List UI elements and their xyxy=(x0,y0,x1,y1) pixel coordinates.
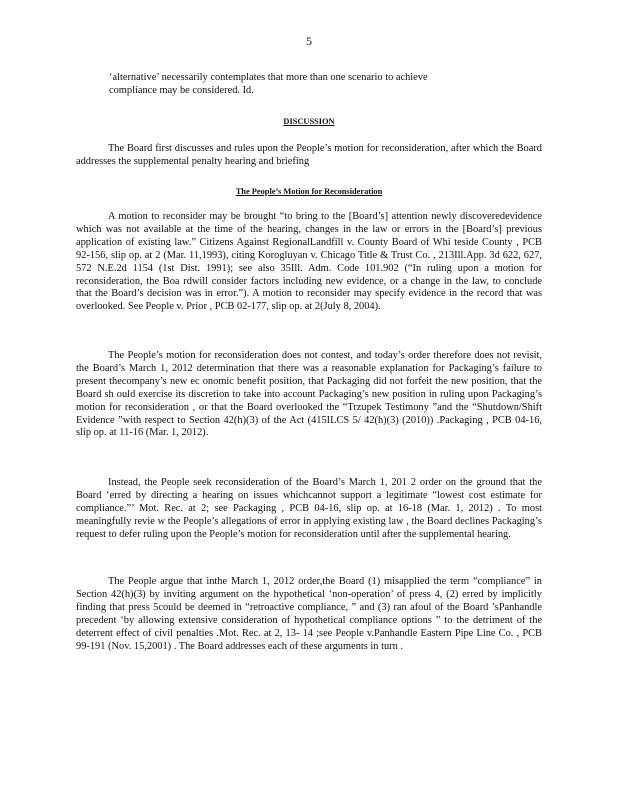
paragraph-text: Instead, the People seek reconsideration of the Board’s March 1, 201 2 order on the ground that the Board ‘erred by directing a hearing on issues whichcannot support a legitimate “lowest cost estimate for compliance.”’ Mot. Rec. at 2; see Packaging , PCB 04-16, slip op. at 16-18 (Mar. 1, 2012) . To most meaningfully revie w the People’s allegations of error in applying existing law , the Board declines Packaging’s request to defer ruling upon the People’s motion for reconsideration until after the supplemental hearing. xyxy=(76,477,542,540)
discussion-heading xyxy=(0,116,618,127)
paragraph-text: The People’s motion for reconsideration does not contest, and today’s order therefore does not revisit, the Board’s March 1, 2012 determination that there was a reasonable explanation for Packaging’s failure to present thecompany’s new ec onomic benefit position, that Packaging did not forfeit the new position, that the Board sh ould exercise its discretion to take into account Packaging’s new position in ruling upon Packaging’s motion for reconsideration , or that the Board overlooked the “Trzupek Testimony ”and the “Shutdown/Shift Evidence ”with respect to Section 42(h)(3) of the Act (415ILCS 5/ 42(h)(3) (2010)) .Packaging , PCB 04-16, slip op. at 11-16 (Mar. 1, 2012). xyxy=(76,350,542,439)
quote-continuation xyxy=(109,72,445,98)
motion-heading xyxy=(0,186,618,197)
paragraph-text: A motion to reconsider may be brought “to bring to the [Board’s] attention newly discoveredevidence which was not available at the time of the hearing, changes in the law or errors in the [Board’s] previous application of existing law.” Citizens Against RegionalLandfill v. County Board of Whi teside County , PCB 92-156, slip op. at 2 (Mar. 11,1993), citing Korogluyan v. Chicago Title & Trust Co. , 213Ill.App. 3d 622, 627, 572 N.E.2d 1154 (1st Dist. 1991); see also 35Ill. Adm. Code 101.902 (“In ruling upon a motion for reconsideration, the Boa rdwill consider factors including new evidence, or a change in the law, to conclude that the Board’s decision was in error.”). A motion to reconsider may specify evidence in the record that was overlooked. See People v. Prior , PCB 02-177, slip op. at 2(July 8, 2004). xyxy=(76,211,542,313)
paragraph-people-argue xyxy=(76,576,542,653)
quote-continuation-text: ‘alternative’ necessarily contemplates that more than one scenario to achieve compliance may be considered. Id. xyxy=(109,72,428,96)
paragraph-board-discusses xyxy=(76,143,542,169)
paragraph-text: The Board first discusses and rules upon the People’s motion for reconsideration, after which the Board addresses the supplemental penalty hearing and briefing xyxy=(76,143,542,167)
paragraph-motion-standard xyxy=(76,211,542,314)
page-number: 5 xyxy=(306,34,312,48)
paragraph-people-seek xyxy=(76,477,542,542)
motion-heading-text: The People’s Motion for Reconsideration xyxy=(235,187,383,196)
paragraph-text: The People argue that inthe March 1, 2012 order,the Board (1) misapplied the term “compliance” in Section 42(h)(3) by inviting argument on the hypothetical ‘non-operation’ of press 4, (2) erred by implicitly finding that press 5could be deemed in “retroactive compliance, ” and (3) ran afoul of the Board ’sPanhandle precedent ‘by allowing extensive consideration of hypothetical compliance options ” to the detriment of the deterrent effect of civil penalties .Mot. Rec. at 2, 13- 14 ;see People v.Panhandle Eastern Pipe Line Co. , PCB 99-191 (Nov. 15,2001) . The Board addresses each of these arguments in turn . xyxy=(76,576,542,652)
paragraph-not-contested xyxy=(76,350,542,440)
discussion-heading-text: DISCUSSION xyxy=(283,117,335,126)
